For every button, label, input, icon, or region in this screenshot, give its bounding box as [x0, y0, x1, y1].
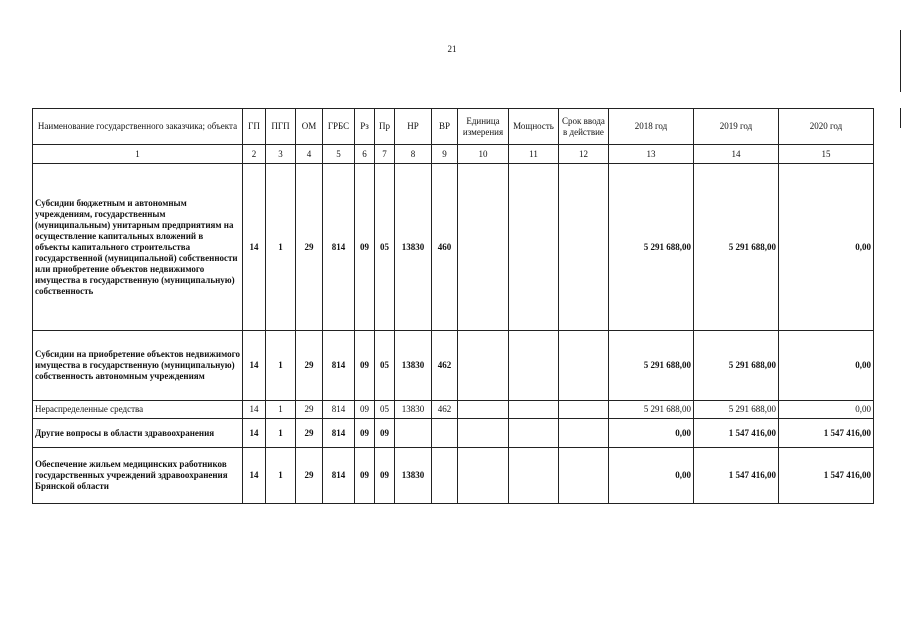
cell-pgp: 1: [266, 164, 296, 331]
cell-gp: 14: [243, 401, 266, 419]
cell-2019: 5 291 688,00: [694, 401, 779, 419]
column-number: 14: [694, 145, 779, 164]
column-number: 3: [266, 145, 296, 164]
column-number: 4: [296, 145, 323, 164]
cell-2019: 1 547 416,00: [694, 448, 779, 504]
cell-2018: 0,00: [609, 448, 694, 504]
header-pgp: ПГП: [266, 109, 296, 145]
cell-capacity: [509, 164, 559, 331]
budget-table: [32, 108, 874, 504]
column-number: 9: [432, 145, 458, 164]
cell-unit: [458, 164, 509, 331]
column-number: 10: [458, 145, 509, 164]
column-number: 5: [323, 145, 355, 164]
cell-2020: 0,00: [779, 164, 874, 331]
header-capacity: Мощность: [509, 109, 559, 145]
cell-vr: 462: [432, 401, 458, 419]
cell-capacity: [509, 331, 559, 401]
row-name: Субсидии бюджетным и автономным учреждениям, государственным (муниципальным) унитарным предприятиям на осуществление капитальных вложений в объекты капитального строительства государственной (муниципальной) собственности или приобретение объектов недвижимого имущества в государственную (муниципальную) собственность: [33, 164, 243, 331]
column-number: 15: [779, 145, 874, 164]
cell-om: 29: [296, 401, 323, 419]
cell-om: 29: [296, 164, 323, 331]
cell-capacity: [509, 419, 559, 448]
table-row: [33, 448, 874, 504]
cell-pgp: 1: [266, 448, 296, 504]
cell-gp: 14: [243, 331, 266, 401]
cell-unit: [458, 331, 509, 401]
cell-unit: [458, 401, 509, 419]
page-number: 21: [447, 44, 457, 54]
cell-term: [559, 401, 609, 419]
cell-pr: 05: [375, 401, 395, 419]
cell-om: 29: [296, 331, 323, 401]
cell-rz: 09: [355, 331, 375, 401]
cell-om: 29: [296, 419, 323, 448]
cell-unit: [458, 419, 509, 448]
column-number-row: [33, 145, 874, 164]
header-name: Наименование государственного заказчика; объекта: [33, 109, 243, 145]
cell-2019: 1 547 416,00: [694, 419, 779, 448]
cell-grbs: 814: [323, 401, 355, 419]
scan-edge-mark: [900, 30, 901, 92]
cell-grbs: 814: [323, 164, 355, 331]
header-2019: 2019 год: [694, 109, 779, 145]
cell-nr: 13830: [395, 401, 432, 419]
header-nr: НР: [395, 109, 432, 145]
cell-capacity: [509, 401, 559, 419]
row-name: Нераспределенные средства: [33, 401, 243, 419]
column-number: 8: [395, 145, 432, 164]
cell-vr: [432, 419, 458, 448]
cell-gp: 14: [243, 164, 266, 331]
cell-gp: 14: [243, 419, 266, 448]
row-name: Обеспечение жильем медицинских работников государственных учреждений здравоохранения Брянской области: [33, 448, 243, 504]
row-name: Другие вопросы в области здравоохранения: [33, 419, 243, 448]
header-row: [33, 109, 874, 145]
cell-nr: [395, 419, 432, 448]
header-om: ОМ: [296, 109, 323, 145]
header-rz: Рз: [355, 109, 375, 145]
cell-nr: 13830: [395, 331, 432, 401]
cell-nr: 13830: [395, 448, 432, 504]
cell-gp: 14: [243, 448, 266, 504]
cell-grbs: 814: [323, 448, 355, 504]
cell-2020: 1 547 416,00: [779, 448, 874, 504]
column-number: 12: [559, 145, 609, 164]
row-name: Субсидии на приобретение объектов недвижимого имущества в государственную (муниципальную) собственность автономным учреждениям: [33, 331, 243, 401]
cell-nr: 13830: [395, 164, 432, 331]
cell-vr: [432, 448, 458, 504]
cell-term: [559, 164, 609, 331]
cell-unit: [458, 448, 509, 504]
column-number: 6: [355, 145, 375, 164]
cell-pr: 09: [375, 419, 395, 448]
scan-edge-mark: [900, 108, 901, 128]
table-row: [33, 419, 874, 448]
cell-vr: 460: [432, 164, 458, 331]
cell-2018: 5 291 688,00: [609, 331, 694, 401]
cell-2020: 0,00: [779, 331, 874, 401]
cell-pr: 05: [375, 164, 395, 331]
cell-vr: 462: [432, 331, 458, 401]
cell-term: [559, 331, 609, 401]
cell-2018: 5 291 688,00: [609, 164, 694, 331]
cell-2018: 0,00: [609, 419, 694, 448]
cell-2019: 5 291 688,00: [694, 331, 779, 401]
header-term: Срок ввода в действие: [559, 109, 609, 145]
column-number: 2: [243, 145, 266, 164]
cell-grbs: 814: [323, 419, 355, 448]
column-number: 11: [509, 145, 559, 164]
header-2018: 2018 год: [609, 109, 694, 145]
cell-term: [559, 419, 609, 448]
table-row: [33, 164, 874, 331]
header-vr: ВР: [432, 109, 458, 145]
cell-pgp: 1: [266, 401, 296, 419]
cell-rz: 09: [355, 164, 375, 331]
cell-rz: 09: [355, 401, 375, 419]
column-number: 1: [33, 145, 243, 164]
cell-rz: 09: [355, 419, 375, 448]
table-row: [33, 401, 874, 419]
cell-2018: 5 291 688,00: [609, 401, 694, 419]
header-unit: Единица измерения: [458, 109, 509, 145]
cell-om: 29: [296, 448, 323, 504]
header-grbs: ГРБС: [323, 109, 355, 145]
cell-term: [559, 448, 609, 504]
header-pr: Пр: [375, 109, 395, 145]
table-row: [33, 331, 874, 401]
cell-2020: 1 547 416,00: [779, 419, 874, 448]
cell-pr: 05: [375, 331, 395, 401]
column-number: 7: [375, 145, 395, 164]
cell-2019: 5 291 688,00: [694, 164, 779, 331]
cell-pgp: 1: [266, 419, 296, 448]
header-gp: ГП: [243, 109, 266, 145]
column-number: 13: [609, 145, 694, 164]
cell-pr: 09: [375, 448, 395, 504]
cell-pgp: 1: [266, 331, 296, 401]
cell-2020: 0,00: [779, 401, 874, 419]
cell-grbs: 814: [323, 331, 355, 401]
cell-rz: 09: [355, 448, 375, 504]
cell-capacity: [509, 448, 559, 504]
header-2020: 2020 год: [779, 109, 874, 145]
